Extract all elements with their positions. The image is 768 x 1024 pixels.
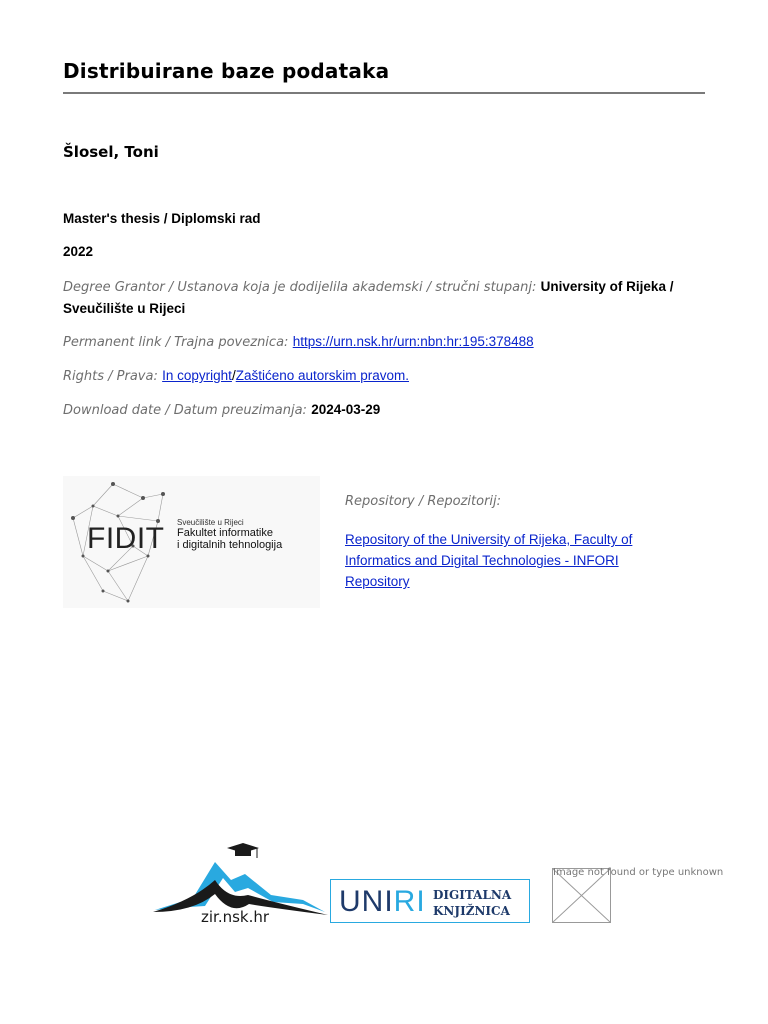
permalink-link[interactable]: https://urn.nsk.hr/urn:nbn:hr:195:378488: [292, 334, 534, 349]
fidit-wordmark: FIDIT: [87, 522, 165, 555]
uniri-dk-line1: DIGITALNA: [433, 888, 512, 902]
fidit-faculty-line1: Fakultet informatike: [177, 527, 273, 539]
broken-image-text: Image not found or type unknown: [553, 867, 724, 878]
rights-label: Rights / Prava:: [63, 369, 158, 384]
document-type: Master's thesis / Diplomski rad: [63, 211, 261, 226]
permalink-label: Permanent link / Trajna poveznica:: [63, 335, 289, 350]
grantor-value: University of Rijeka / Sveučilište u Rijeci: [63, 279, 674, 316]
uniri-wordmark: [339, 885, 426, 919]
author-name: Šlosel, Toni: [63, 143, 159, 161]
uniri-dk-line2: KNJIŽNICA: [433, 904, 510, 918]
download-row: [63, 399, 703, 421]
fidit-university: Sveučilište u Rijeci: [177, 518, 244, 527]
rights-link-en[interactable]: In copyright: [162, 368, 232, 383]
grantor-row: [63, 276, 703, 320]
zir-text: zir.nsk.hr: [201, 908, 270, 926]
title-divider: [63, 92, 705, 94]
uniri-library-label: [433, 887, 511, 919]
grantor-label: Degree Grantor / Ustanova koja je dodijelila akademski / stručni stupanj:: [63, 280, 537, 295]
fidit-subtitle: [177, 518, 282, 551]
repository-label: Repository / Repozitorij:: [345, 494, 502, 509]
document-year: 2022: [63, 244, 94, 259]
uniri-wordmark-a: UNI: [339, 885, 394, 918]
download-label: Download date / Datum preuzimanja:: [63, 403, 307, 418]
download-value: 2024-03-29: [311, 402, 381, 417]
rights-separator: /: [231, 368, 236, 383]
permalink-row: [63, 331, 703, 353]
uniri-wordmark-b: RI: [393, 885, 426, 918]
uniri-digital-library-logo[interactable]: [330, 879, 530, 923]
rights-row: [63, 365, 703, 387]
zir-logo[interactable]: [153, 840, 328, 930]
rights-link-hr[interactable]: Zaštićeno autorskim pravom.: [235, 368, 410, 383]
fidit-logo: [63, 476, 320, 608]
document-title: Distribuirane baze podataka: [63, 59, 390, 83]
repository-link[interactable]: Repository of the University of Rijeka, Faculty of Informatics and Digital Technologies - INFORI Repository: [345, 532, 633, 589]
fidit-faculty-line2: i digitalnih tehnologija: [177, 539, 283, 551]
